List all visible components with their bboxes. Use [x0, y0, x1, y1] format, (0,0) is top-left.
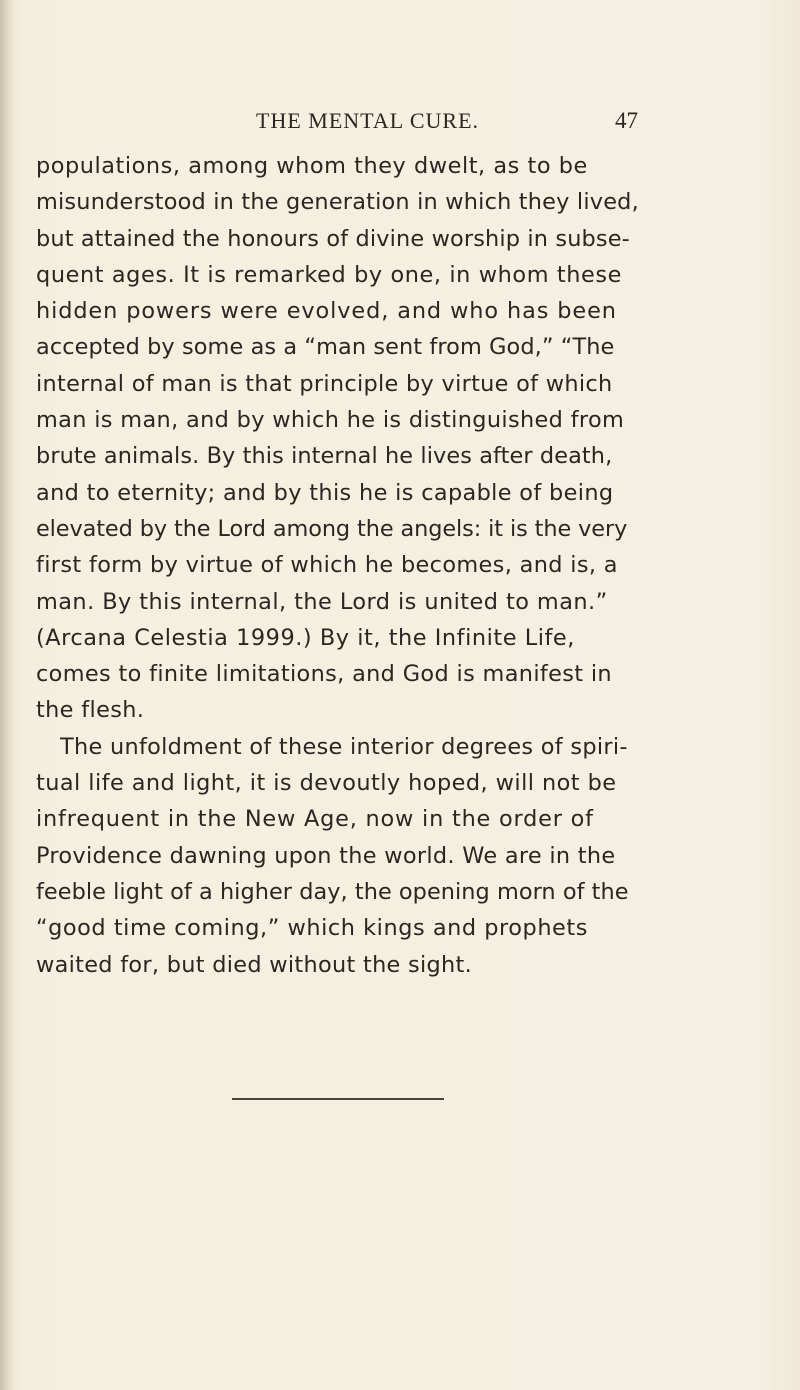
page-header	[0, 106, 800, 140]
text-line: the flesh.	[36, 697, 145, 724]
text-line: feeble light of a higher day, the opening morn of the	[36, 878, 629, 905]
text-line: internal of man is that principle by virtue of which	[36, 370, 613, 397]
text-line: man is man, and by which he is distinguished from	[36, 407, 625, 434]
text-line: The unfoldment of these interior degrees of spiri-	[60, 733, 628, 760]
binding-gutter	[0, 0, 14, 1390]
text-line: brute animals. By this internal he lives after death,	[36, 443, 613, 470]
text-line: comes to finite limitations, and God is manifest in	[36, 661, 612, 688]
running-title: THE MENTAL CURE.	[256, 108, 480, 133]
text-line: hidden powers were evolved, and who has been	[36, 298, 617, 325]
section-rule	[232, 1098, 444, 1100]
text-line: tual life and light, it is devoutly hoped, will not be	[36, 770, 617, 797]
text-line: misunderstood in the generation in which they lived,	[36, 189, 639, 216]
text-line: elevated by the Lord among the angels: it is the very	[36, 515, 628, 542]
text-line: “good time coming,” which kings and prophets	[36, 915, 588, 942]
text-line: (Arcana Celestia 1999.) By it, the Infinite Life,	[36, 624, 575, 651]
text-line: and to eternity; and by this he is capable of being	[36, 479, 614, 506]
text-line: populations, among whom they dwelt, as to be	[36, 153, 588, 179]
text-line: quent ages. It is remarked by one, in whom these	[36, 261, 623, 288]
text-line: but attained the honours of divine worship in subse-	[36, 225, 630, 252]
body-text	[36, 148, 692, 983]
text-line: accepted by some as a “man sent from God,” “The	[36, 334, 615, 361]
text-line: first form by virtue of which he becomes, and is, a	[36, 552, 618, 579]
text-line: Providence dawning upon the world. We are in the	[36, 842, 616, 869]
text-line: infrequent in the New Age, now in the order of	[36, 806, 594, 833]
page-number: 47	[615, 108, 638, 133]
text-line: man. By this internal, the Lord is united to man.”	[36, 588, 608, 615]
text-line: waited for, but died without the sight.	[36, 951, 473, 978]
